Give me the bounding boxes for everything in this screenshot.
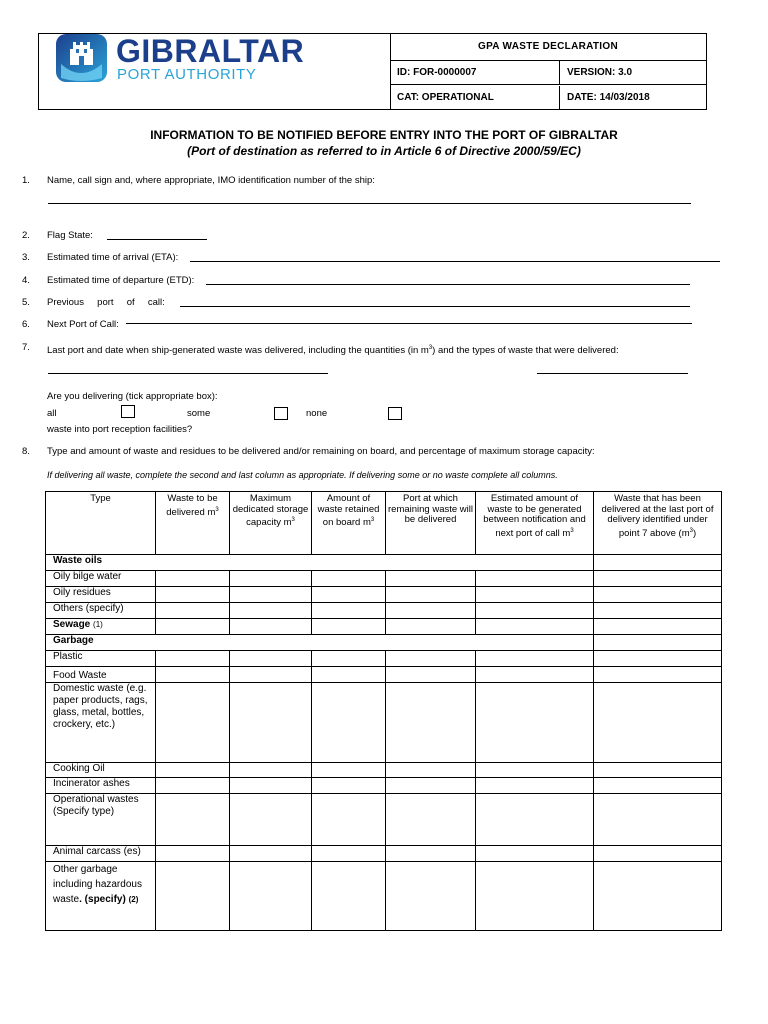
table-cell[interactable]	[386, 763, 476, 778]
table-row	[46, 683, 722, 763]
section-waste-oils: Waste oils	[46, 555, 594, 571]
header-last-port-text: Waste that has been delivered at the last port of delivery identified under point 7 above (m	[601, 493, 714, 539]
form-id: ID: FOR-0000007	[390, 61, 560, 85]
delivering-all-label: all	[47, 408, 57, 419]
delivering-none-checkbox[interactable]	[388, 407, 402, 420]
q7-number: 7.	[22, 342, 30, 353]
table-cell[interactable]	[230, 667, 312, 683]
other-garbage-line3: waste	[53, 894, 80, 905]
table-cell[interactable]	[230, 846, 312, 862]
table-cell[interactable]	[594, 635, 722, 651]
q6-number: 6.	[22, 319, 30, 330]
table-cell[interactable]	[156, 778, 230, 794]
row-label: Oily bilge water	[46, 571, 156, 587]
table-cell[interactable]	[594, 651, 722, 667]
table-row	[46, 846, 722, 862]
header-retained	[312, 492, 386, 555]
table-row	[46, 651, 722, 667]
table-cell[interactable]	[476, 619, 594, 635]
q7-label-part1: Last port and date when ship-generated waste was delivered, including the quantities (in m	[47, 345, 429, 357]
table-cell[interactable]	[386, 571, 476, 587]
q2-label: Flag State:	[47, 230, 93, 241]
delivering-some-label: some	[187, 408, 211, 419]
table-cell[interactable]	[476, 794, 594, 846]
table-cell[interactable]	[156, 603, 230, 619]
header-last-port-sup: 3	[689, 527, 693, 534]
header-max-capacity-sup: 3	[291, 517, 295, 523]
row-label: Incinerator ashes	[46, 778, 156, 794]
table-cell[interactable]	[594, 794, 722, 846]
table-cell[interactable]	[230, 571, 312, 587]
table-cell[interactable]	[594, 683, 722, 763]
table-cell[interactable]	[386, 667, 476, 683]
q5-number: 5.	[22, 297, 30, 308]
table-cell[interactable]	[156, 619, 230, 635]
table-cell[interactable]	[156, 667, 230, 683]
q7-label-sup: 3	[428, 345, 433, 351]
row-label-other-garbage	[46, 862, 156, 931]
table-cell[interactable]	[312, 571, 386, 587]
table-cell[interactable]	[476, 651, 594, 667]
q8-label: Type and amount of waste and residues to be delivered and/or remaining on board, and percentage of maximum storage capacity:	[47, 446, 595, 457]
header-retained-sup: 3	[370, 517, 375, 523]
table-cell[interactable]	[476, 846, 594, 862]
row-label: Operational wastes (Specify type)	[46, 794, 156, 846]
row-label: Plastic	[46, 651, 156, 667]
table-cell[interactable]	[230, 587, 312, 603]
delivering-footer: waste into port reception facilities?	[47, 424, 193, 435]
table-cell[interactable]	[476, 667, 594, 683]
header-estimated-sup: 3	[570, 527, 574, 534]
q4-label: Estimated time of departure (ETD):	[47, 275, 195, 286]
other-garbage-line1: Other garbage	[53, 864, 118, 875]
row-label: Domestic waste (e.g. paper products, rags, glass, metal, bottles, crockery, etc.)	[46, 683, 156, 763]
header-last-port-close: )	[692, 527, 697, 539]
table-cell[interactable]	[156, 587, 230, 603]
table-cell[interactable]	[476, 587, 594, 603]
table-row	[46, 778, 722, 794]
sewage-label: Sewage	[53, 619, 91, 630]
table-cell[interactable]	[386, 846, 476, 862]
table-row	[46, 667, 722, 683]
table-cell[interactable]	[594, 846, 722, 862]
form-date: DATE: 14/03/2018	[567, 92, 650, 103]
header-estimated-text: Estimated amount of waste to be generated between notification and next port of call m	[483, 493, 586, 539]
q8-number: 8.	[22, 446, 30, 457]
table-cell[interactable]	[312, 778, 386, 794]
table-cell[interactable]	[476, 571, 594, 587]
table-cell[interactable]	[230, 619, 312, 635]
table-cell[interactable]	[312, 794, 386, 846]
table-cell[interactable]	[476, 683, 594, 763]
table-row	[46, 635, 722, 651]
table-cell[interactable]	[312, 651, 386, 667]
table-cell[interactable]	[312, 667, 386, 683]
table-row	[46, 555, 722, 571]
row-label-sewage	[46, 619, 156, 635]
table-cell[interactable]	[156, 862, 230, 931]
row-label: Others (specify)	[46, 603, 156, 619]
q6-answer-line[interactable]	[126, 323, 692, 324]
form-version: VERSION: 3.0	[560, 61, 706, 85]
table-row	[46, 571, 722, 587]
table-cell[interactable]	[230, 683, 312, 763]
delivering-some-checkbox[interactable]	[274, 407, 288, 420]
q7-answer-line-1[interactable]	[48, 373, 328, 374]
document-header	[38, 33, 707, 110]
q3-number: 3.	[22, 252, 30, 263]
table-cell[interactable]	[156, 794, 230, 846]
table-cell[interactable]	[594, 778, 722, 794]
row-label: Oily residues	[46, 587, 156, 603]
form-title: GPA WASTE DECLARATION	[390, 34, 706, 61]
table-cell[interactable]	[312, 683, 386, 763]
sewage-note: (1)	[93, 620, 103, 629]
header-delivered-sup: 3	[215, 506, 219, 513]
table-cell[interactable]	[476, 603, 594, 619]
q5-label: Previous port of call:	[47, 297, 165, 308]
table-cell[interactable]	[230, 862, 312, 931]
table-cell[interactable]	[156, 683, 230, 763]
table-cell[interactable]	[312, 603, 386, 619]
table-cell[interactable]	[386, 619, 476, 635]
q2-number: 2.	[22, 230, 30, 241]
q3-label: Estimated time of arrival (ETA):	[47, 252, 179, 263]
table-cell[interactable]	[156, 846, 230, 862]
q2-answer-line[interactable]	[107, 239, 207, 240]
header-max-capacity-text: Maximum dedicated storage capacity m	[232, 493, 309, 529]
logo-cell	[39, 34, 391, 109]
gibraltar-port-logo-icon	[56, 34, 107, 82]
table-cell[interactable]	[156, 571, 230, 587]
table-cell[interactable]	[230, 794, 312, 846]
q6-label: Next Port of Call:	[47, 319, 119, 330]
other-garbage-line2: including hazardous	[53, 879, 142, 890]
table-cell[interactable]	[312, 846, 386, 862]
table-cell[interactable]	[312, 587, 386, 603]
table-cell[interactable]	[386, 603, 476, 619]
table-cell[interactable]	[230, 778, 312, 794]
q7-label-part2: ) and the types of waste that were delivered:	[432, 345, 619, 357]
table-cell[interactable]	[594, 587, 722, 603]
table-cell[interactable]	[594, 763, 722, 778]
page-title: INFORMATION TO BE NOTIFIED BEFORE ENTRY INTO THE PORT OF GIBRALTAR	[150, 128, 618, 142]
table-cell[interactable]	[594, 555, 722, 571]
table-row	[46, 587, 722, 603]
table-cell[interactable]	[230, 651, 312, 667]
logo-subtitle: PORT AUTHORITY	[117, 66, 257, 83]
table-cell[interactable]	[312, 619, 386, 635]
q7-answer-line-2[interactable]	[537, 373, 688, 374]
row-label: Food Waste	[46, 667, 156, 683]
table-cell[interactable]	[594, 667, 722, 683]
table-cell[interactable]	[312, 763, 386, 778]
q3-answer-line[interactable]	[190, 261, 720, 262]
table-row	[46, 603, 722, 619]
header-port: Port at which remaining waste will be delivered	[386, 492, 476, 555]
page-subtitle: (Port of destination as referred to in Article 6 of Directive 2000/59/EC)	[187, 144, 581, 158]
delivering-all-checkbox[interactable]	[121, 405, 135, 418]
table-cell[interactable]	[386, 862, 476, 931]
logo-name: GIBRALTAR	[116, 33, 305, 69]
table-row	[46, 862, 722, 931]
section-garbage: Garbage	[46, 635, 594, 651]
q5-answer-line[interactable]	[180, 306, 690, 307]
table-cell[interactable]	[386, 683, 476, 763]
table-cell[interactable]	[476, 862, 594, 931]
table-cell[interactable]	[594, 571, 722, 587]
q4-answer-line[interactable]	[206, 284, 690, 285]
table-cell[interactable]	[156, 763, 230, 778]
delivering-question: Are you delivering (tick appropriate box):	[47, 391, 218, 402]
table-cell[interactable]	[386, 651, 476, 667]
table-row	[46, 794, 722, 846]
table-header-row	[46, 492, 722, 555]
header-retained-text: Amount of waste retained on board m	[317, 493, 380, 529]
table-cell[interactable]	[230, 763, 312, 778]
table-row	[46, 619, 722, 635]
table-row	[46, 763, 722, 778]
q1-label: Name, call sign and, where appropriate, IMO identification number of the ship:	[47, 175, 375, 186]
other-garbage-note: (2)	[128, 895, 139, 904]
table-cell[interactable]	[230, 603, 312, 619]
q1-answer-line[interactable]	[48, 203, 691, 204]
table-cell[interactable]	[594, 603, 722, 619]
table-cell[interactable]	[156, 651, 230, 667]
table-cell[interactable]	[476, 763, 594, 778]
other-garbage-specify: . (specify)	[79, 894, 126, 905]
q1-number: 1.	[22, 175, 30, 186]
header-type: Type	[46, 492, 156, 555]
header-max-capacity	[230, 492, 312, 555]
header-last-port	[594, 492, 722, 555]
table-cell[interactable]	[312, 862, 386, 931]
waste-table	[45, 491, 722, 931]
q4-number: 4.	[22, 275, 30, 286]
row-label: Cooking Oil	[46, 763, 156, 778]
q7-label	[47, 342, 619, 357]
row-label: Animal carcass (es)	[46, 846, 156, 862]
q8-instruction: If delivering all waste, complete the second and last column as appropriate. If delivering some or no waste complete all columns.	[47, 470, 558, 480]
table-cell[interactable]	[476, 778, 594, 794]
header-estimated	[476, 492, 594, 555]
form-category: CAT: OPERATIONAL	[390, 86, 560, 109]
header-delivered	[156, 492, 230, 555]
table-cell[interactable]	[386, 794, 476, 846]
table-cell[interactable]	[594, 862, 722, 931]
table-cell[interactable]	[594, 619, 722, 635]
delivering-none-label: none	[306, 408, 328, 419]
header-delivered-text: Waste to be delivered m	[166, 493, 218, 518]
table-cell[interactable]	[386, 778, 476, 794]
table-cell[interactable]	[386, 587, 476, 603]
